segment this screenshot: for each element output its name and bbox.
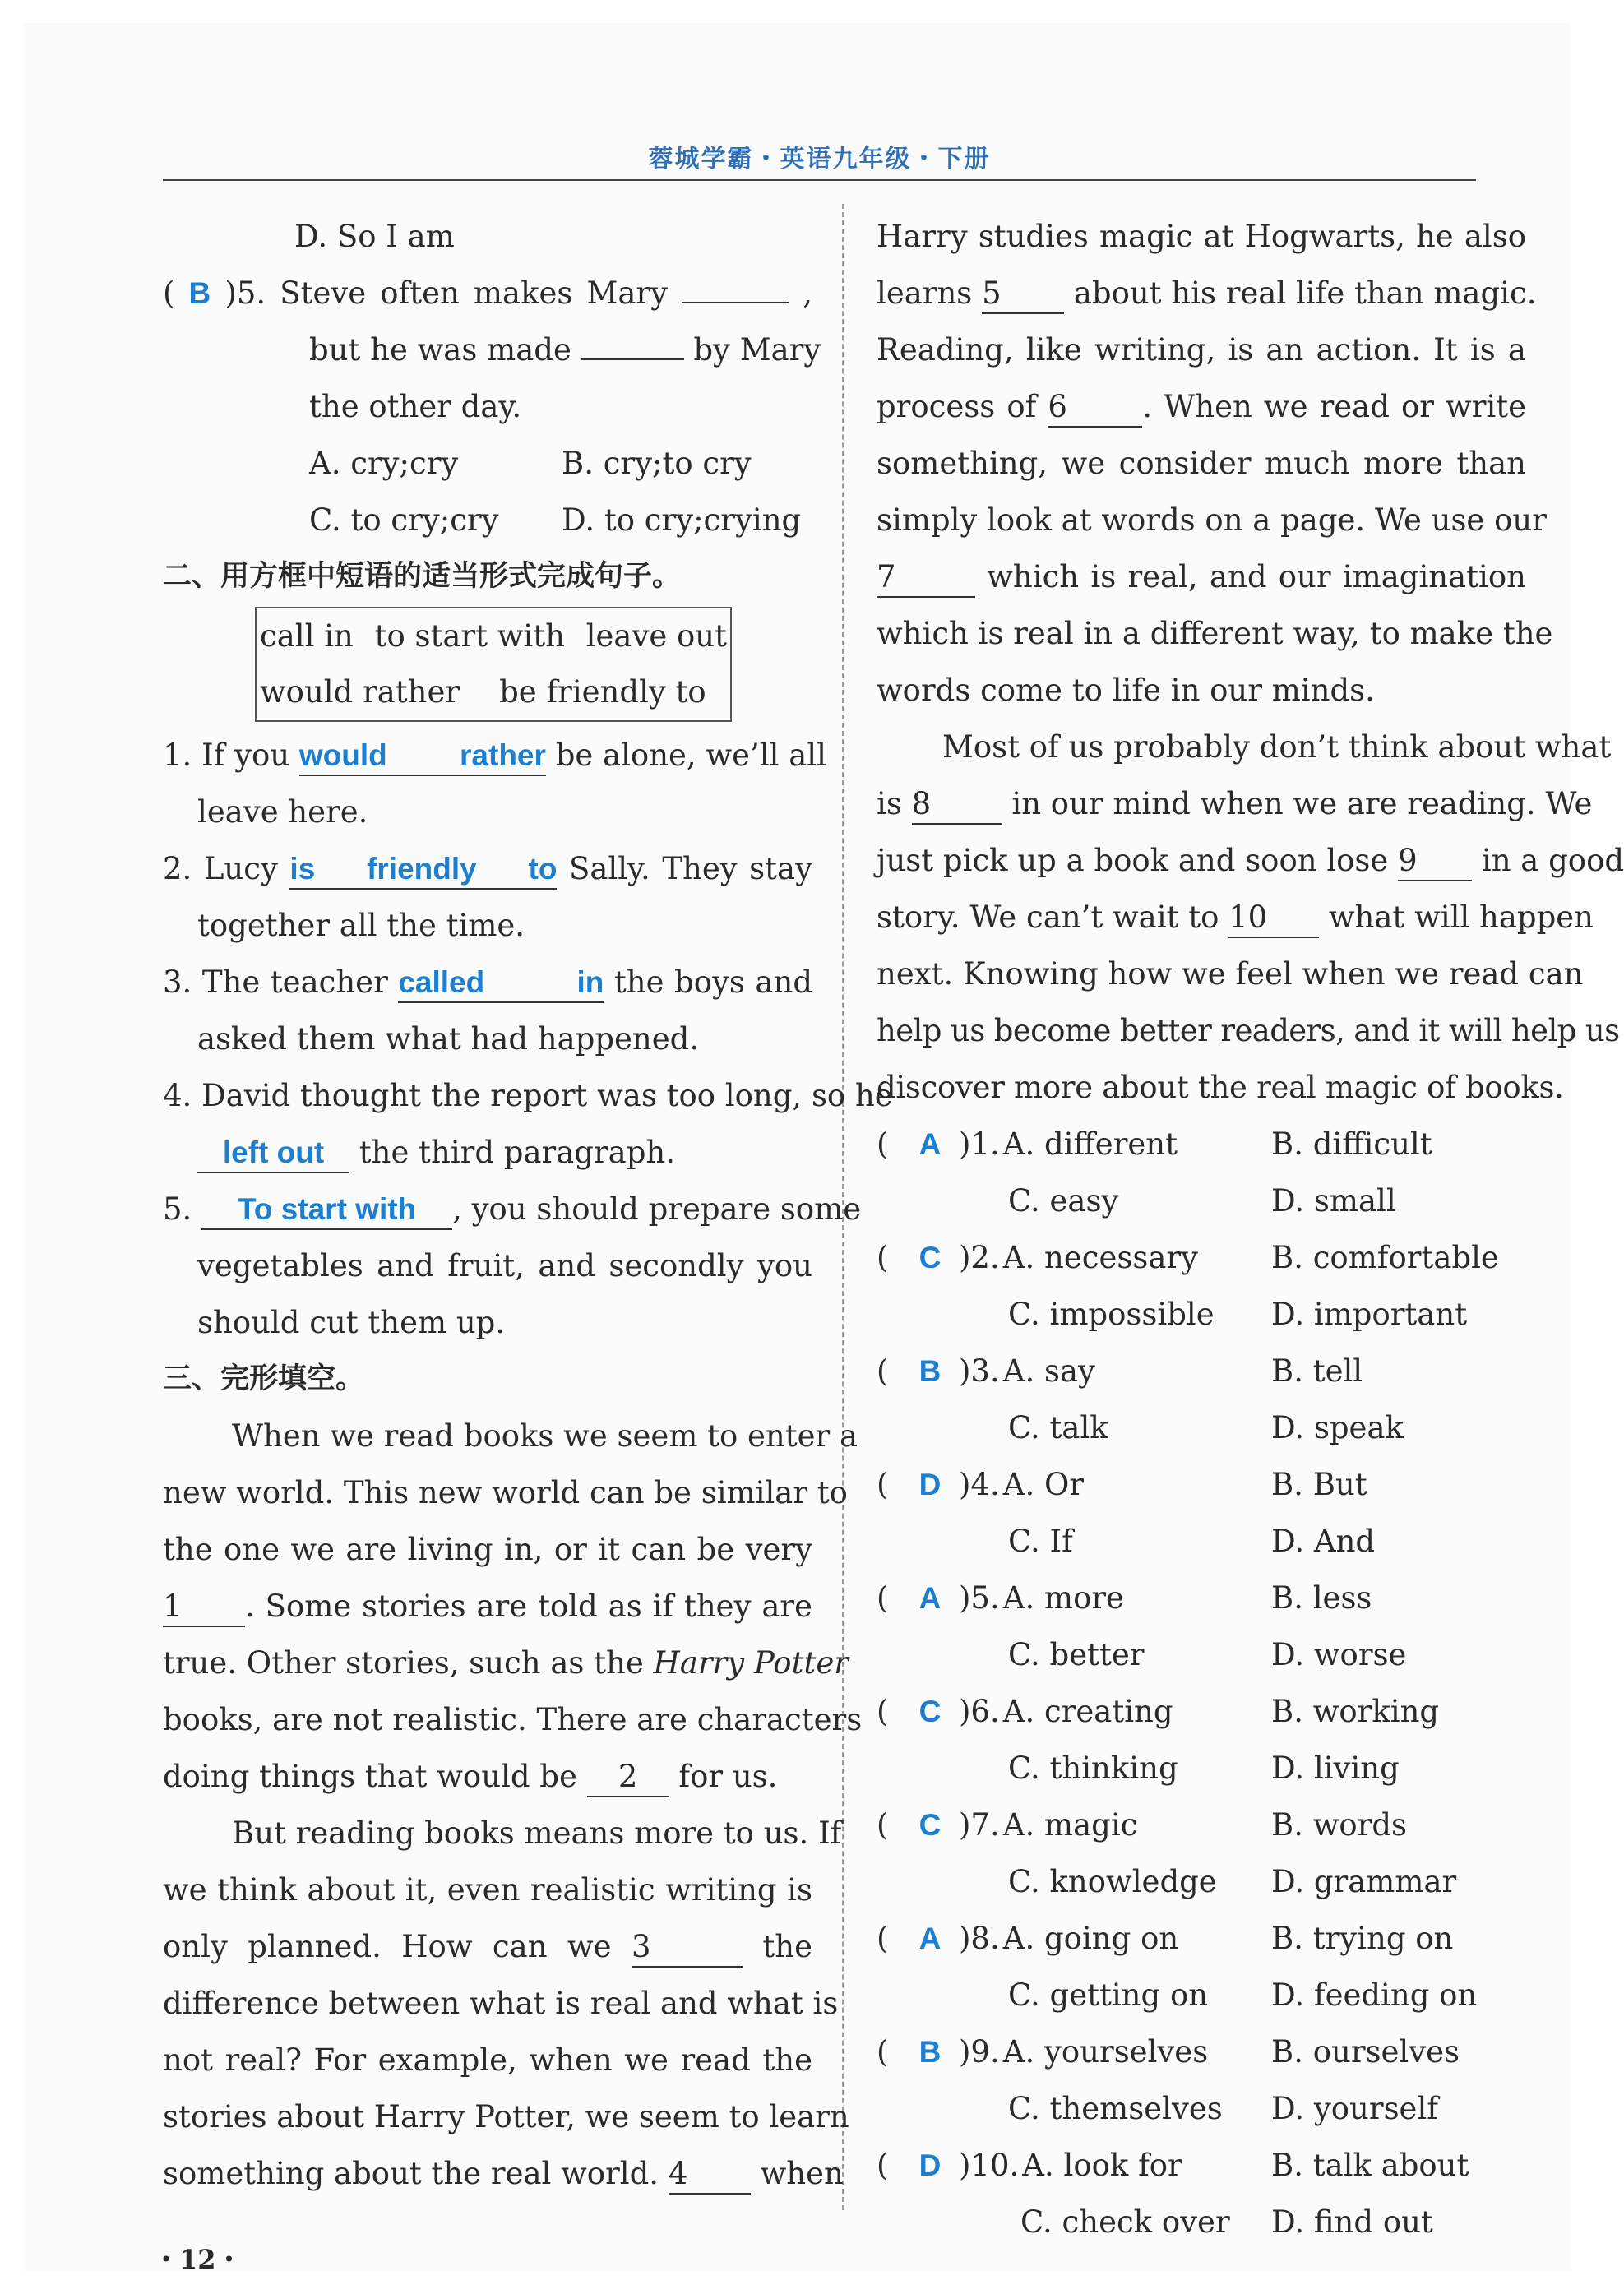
cloze-blank-1[interactable]: 1 <box>163 1588 245 1627</box>
answer-blank[interactable]: To start with <box>201 1191 452 1230</box>
s2-item-1: 1. If you would rather be alone, we’ll all <box>163 727 812 784</box>
mcq-row <box>877 1797 1526 1853</box>
mcq-option-c[interactable]: C. impossible <box>1008 1297 1215 1332</box>
mcq-answer: A <box>918 1922 942 1955</box>
paren-open: ( <box>877 1694 889 1729</box>
prev-option-d: D. So I am <box>294 219 455 254</box>
passage-line: story. We can’t wait to 10 what will happen <box>877 889 1526 946</box>
mcq-option-c[interactable]: C. better <box>1008 1637 1145 1672</box>
mcq-answer: D <box>918 2148 942 2182</box>
paren-open: ( <box>877 2148 889 2183</box>
passage-line: simply look at words on a page. We use our <box>877 502 1547 538</box>
paren-open: ( <box>877 1580 889 1616</box>
header-divider <box>163 179 1476 181</box>
mcq-option-b[interactable]: B. tell <box>1271 1353 1363 1389</box>
passage-line: only planned. How can we 3 the <box>163 1918 812 1975</box>
s2-item-2-cont: together all the time. <box>197 908 525 943</box>
mcq-answer: D <box>918 1468 942 1501</box>
mcq-row <box>877 1229 1526 1286</box>
paren-open: ( <box>877 2034 889 2070</box>
passage-line: discover more about the real magic of books. <box>877 1070 1564 1105</box>
cloze-blank-8[interactable]: 8 <box>912 785 1002 825</box>
passage-line: Most of us probably don’t think about what <box>942 729 1612 765</box>
mcq-option-b[interactable]: B. ourselves <box>1271 2034 1460 2070</box>
mcq-option-a[interactable]: )9. A. yourselves <box>959 2034 1209 2070</box>
section-3-heading: 三、完形填空。 <box>163 1362 365 1395</box>
passage-line: words come to life in our minds. <box>877 673 1375 708</box>
mcq-row <box>877 1910 1526 1967</box>
passage-line: just pick up a book and soon lose 9 in a good <box>877 832 1526 889</box>
answer-blank[interactable]: called in <box>398 964 604 1003</box>
answer-blank[interactable] <box>581 358 684 360</box>
mcq-option-d[interactable]: D. find out <box>1271 2204 1433 2240</box>
mcq-option-a[interactable]: )3. A. say <box>959 1353 1095 1389</box>
mcq-row <box>877 1116 1526 1172</box>
mcq-option-b[interactable]: B. less <box>1271 1580 1372 1616</box>
mcq-option-a[interactable]: )8. A. going on <box>959 1921 1179 1956</box>
cloze-blank-3[interactable]: 3 <box>632 1928 743 1968</box>
passage-line: 1 . Some stories are told as if they are <box>163 1578 812 1635</box>
mcq-row <box>877 1570 1526 1626</box>
page-number: ・12・ <box>153 2244 243 2275</box>
passage-line: books, are not realistic. There are characters <box>163 1702 863 1737</box>
cloze-blank-9[interactable]: 9 <box>1398 842 1472 881</box>
mcq-answer: A <box>918 1581 942 1615</box>
phrase-box <box>255 607 732 722</box>
mcq-option-d[interactable]: D. speak <box>1271 1410 1404 1445</box>
mcq-option-c[interactable]: C. check over <box>1020 2204 1230 2240</box>
mcq-option-d[interactable]: D. small <box>1271 1183 1396 1219</box>
phrase-box-row-1: call in to start with leave out <box>260 618 727 654</box>
mcq-row-cont <box>877 2194 1526 2250</box>
passage-line: new world. This new world can be similar to <box>163 1475 848 1510</box>
paren-open: ( <box>877 1921 889 1956</box>
s2-item-2: 2. Lucy is friendly to Sally. They stay <box>163 840 812 897</box>
paren-open: ( <box>877 1353 889 1389</box>
passage-line: doing things that would be 2 for us. <box>163 1748 812 1805</box>
mcq-row-cont <box>877 1626 1526 1683</box>
mcq-row-cont <box>877 1740 1526 1797</box>
passage-line: the one we are living in, or it can be very <box>163 1532 812 1567</box>
mcq-option-d[interactable]: D. yourself <box>1271 2091 1438 2126</box>
right-column <box>877 208 1624 2250</box>
passage-line: When we read books we seem to enter a <box>232 1418 858 1454</box>
cloze-blank-10[interactable]: 10 <box>1228 899 1319 938</box>
mcq-option-a[interactable]: )5. A. more <box>959 1580 1124 1616</box>
mcq-option-b[interactable]: B. working <box>1271 1694 1440 1729</box>
mcq-option-c[interactable]: C. If <box>1008 1524 1073 1559</box>
mcq-row-cont <box>877 1967 1526 2023</box>
mcq-option-b[interactable]: B. But <box>1271 1467 1367 1502</box>
mcq-option-d[interactable]: D. And <box>1271 1524 1376 1559</box>
mcq-row <box>877 1456 1526 1513</box>
paren-open: ( <box>877 1126 889 1162</box>
passage-line: Reading, like writing, is an action. It is a <box>877 332 1526 368</box>
passage-line: true. Other stories, such as the Harry Potter <box>163 1645 849 1681</box>
mcq-answer: C <box>918 1695 942 1728</box>
q5-options-ab <box>163 435 812 492</box>
mcq-option-c[interactable]: C. talk <box>1008 1410 1108 1445</box>
left-column <box>163 208 893 2202</box>
passage-line: But reading books means more to us. If <box>232 1815 842 1851</box>
passage-line: something, we consider much more than <box>877 446 1526 481</box>
paren-open: ( <box>877 1467 889 1502</box>
passage-line: something about the real world. 4 when <box>163 2145 812 2202</box>
cloze-blank-4[interactable]: 4 <box>669 2155 751 2195</box>
cloze-blank-5[interactable]: 5 <box>982 275 1064 314</box>
section-2-heading: 二、用方框中短语的适当形式完成句子。 <box>163 560 682 593</box>
mcq-option-a[interactable]: )2. A. necessary <box>959 1240 1198 1275</box>
mcq-row-cont <box>877 2080 1526 2137</box>
mcq-answer: B <box>918 2035 942 2069</box>
passage-line: difference between what is real and what is <box>163 1986 839 2021</box>
option-a: A. cry;cry <box>309 446 459 481</box>
paren-open: ( <box>877 1807 889 1843</box>
passage-line: which is real in a different way, to make the <box>877 616 1553 651</box>
passage-line: stories about Harry Potter, we seem to learn <box>163 2099 849 2134</box>
option-d: D. to cry;crying <box>562 502 802 538</box>
mcq-option-b[interactable]: B. words <box>1271 1807 1408 1843</box>
worksheet-page <box>23 23 1624 2275</box>
cloze-blank-7[interactable]: 7 <box>877 558 975 598</box>
s2-item-1-cont: leave here. <box>197 794 368 830</box>
cloze-blank-6[interactable]: 6 <box>1048 388 1142 428</box>
question-5: ( B )5. Steve often makes Mary , <box>163 275 812 311</box>
mcq-row <box>877 1343 1526 1399</box>
mcq-list <box>877 1116 1526 2250</box>
q5-stem: )5. Steve often makes Mary <box>224 275 669 311</box>
mcq-option-d[interactable]: D. living <box>1271 1751 1400 1786</box>
mcq-option-b[interactable]: B. difficult <box>1271 1126 1432 1162</box>
s2-item-4: 4. David thought the report was too long, so he <box>163 1078 893 1113</box>
s2-item-3-cont: asked them what had happened. <box>197 1021 700 1057</box>
answer-blank[interactable]: is friendly to <box>289 850 557 890</box>
mcq-option-b[interactable]: B. trying on <box>1271 1921 1454 1956</box>
mcq-answer: B <box>918 1354 942 1388</box>
passage-line: learns 5 about his real life than magic. <box>877 265 1526 321</box>
mcq-option-b[interactable]: B. comfortable <box>1271 1240 1499 1275</box>
s2-item-3: 3. The teacher called in the boys and <box>163 954 812 1011</box>
mcq-row-cont <box>877 1172 1526 1229</box>
passage-line: 7 which is real, and our imagination <box>877 548 1526 605</box>
mcq-option-c[interactable]: C. easy <box>1008 1183 1119 1219</box>
phrase-box-row-2: would rather be friendly to <box>260 674 706 710</box>
passage-line: next. Knowing how we feel when we read can <box>877 956 1584 992</box>
s2-item-5-cont-1: vegetables and fruit, and secondly you <box>197 1248 812 1283</box>
passage-line: help us become better readers, and it will help us <box>877 1013 1620 1048</box>
mcq-option-c[interactable]: C. themselves <box>1008 2091 1223 2126</box>
mcq-option-c[interactable]: C. thinking <box>1008 1751 1178 1786</box>
paren-open: ( <box>877 1240 889 1275</box>
answer-blank[interactable]: left out <box>197 1134 349 1173</box>
mcq-option-c[interactable]: C. getting on <box>1008 1977 1209 2013</box>
passage-line: not real? For example, when we read the <box>163 2042 812 2078</box>
q5-line2: but he was made by Mary <box>309 332 821 368</box>
mcq-answer: A <box>918 1127 942 1161</box>
mcq-row <box>877 2137 1526 2194</box>
mcq-row <box>877 1683 1526 1740</box>
mcq-answer: C <box>918 1808 942 1842</box>
option-b: B. cry;to cry <box>562 446 752 481</box>
answer-blank[interactable]: would rather <box>299 737 546 776</box>
mcq-option-a[interactable]: )6. A. creating <box>959 1694 1173 1729</box>
mcq-option-d[interactable]: D. feeding on <box>1271 1977 1478 2013</box>
passage-line: Harry studies magic at Hogwarts, he also <box>877 219 1526 254</box>
mcq-row-cont <box>877 1853 1526 1910</box>
mcq-option-a[interactable]: )10. A. look for <box>959 2148 1182 2183</box>
passage-line: we think about it, even realistic writing is <box>163 1872 812 1908</box>
mcq-option-d[interactable]: D. important <box>1271 1297 1468 1332</box>
mcq-option-c[interactable]: C. knowledge <box>1008 1864 1217 1899</box>
mcq-option-b[interactable]: B. talk about <box>1271 2148 1469 2183</box>
book-title: Harry Potter <box>653 1645 849 1681</box>
mcq-option-d[interactable]: D. worse <box>1271 1637 1407 1672</box>
mcq-option-a[interactable]: )4. A. Or <box>959 1467 1085 1502</box>
q5-options-cd <box>163 492 812 548</box>
mcq-row <box>877 2023 1526 2080</box>
page-header: 蓉城学霸・英语九年级・下册 <box>648 145 991 173</box>
answer-blank[interactable] <box>682 302 789 303</box>
mcq-row-cont <box>877 1513 1526 1570</box>
cloze-blank-2[interactable]: 2 <box>587 1758 669 1797</box>
s2-item-4-cont: left out the third paragraph. <box>163 1124 812 1181</box>
paren-open: ( <box>163 275 175 311</box>
q5-line3: the other day. <box>309 389 522 424</box>
mcq-row-cont <box>877 1286 1526 1343</box>
s2-item-5: 5. To start with , you should prepare some <box>163 1181 812 1237</box>
s2-item-5-cont-2: should cut them up. <box>197 1305 506 1340</box>
mcq-option-a[interactable]: )7. A. magic <box>959 1807 1138 1843</box>
passage-line: process of 6 . When we read or write <box>877 378 1526 435</box>
answer-q5: B <box>188 276 211 310</box>
mcq-row-cont <box>877 1399 1526 1456</box>
mcq-option-a[interactable]: )1. A. different <box>959 1126 1178 1162</box>
passage-line: is 8 in our mind when we are reading. We <box>877 775 1526 832</box>
option-c: C. to cry;cry <box>309 502 499 538</box>
mcq-answer: C <box>918 1241 942 1274</box>
mcq-option-d[interactable]: D. grammar <box>1271 1864 1457 1899</box>
